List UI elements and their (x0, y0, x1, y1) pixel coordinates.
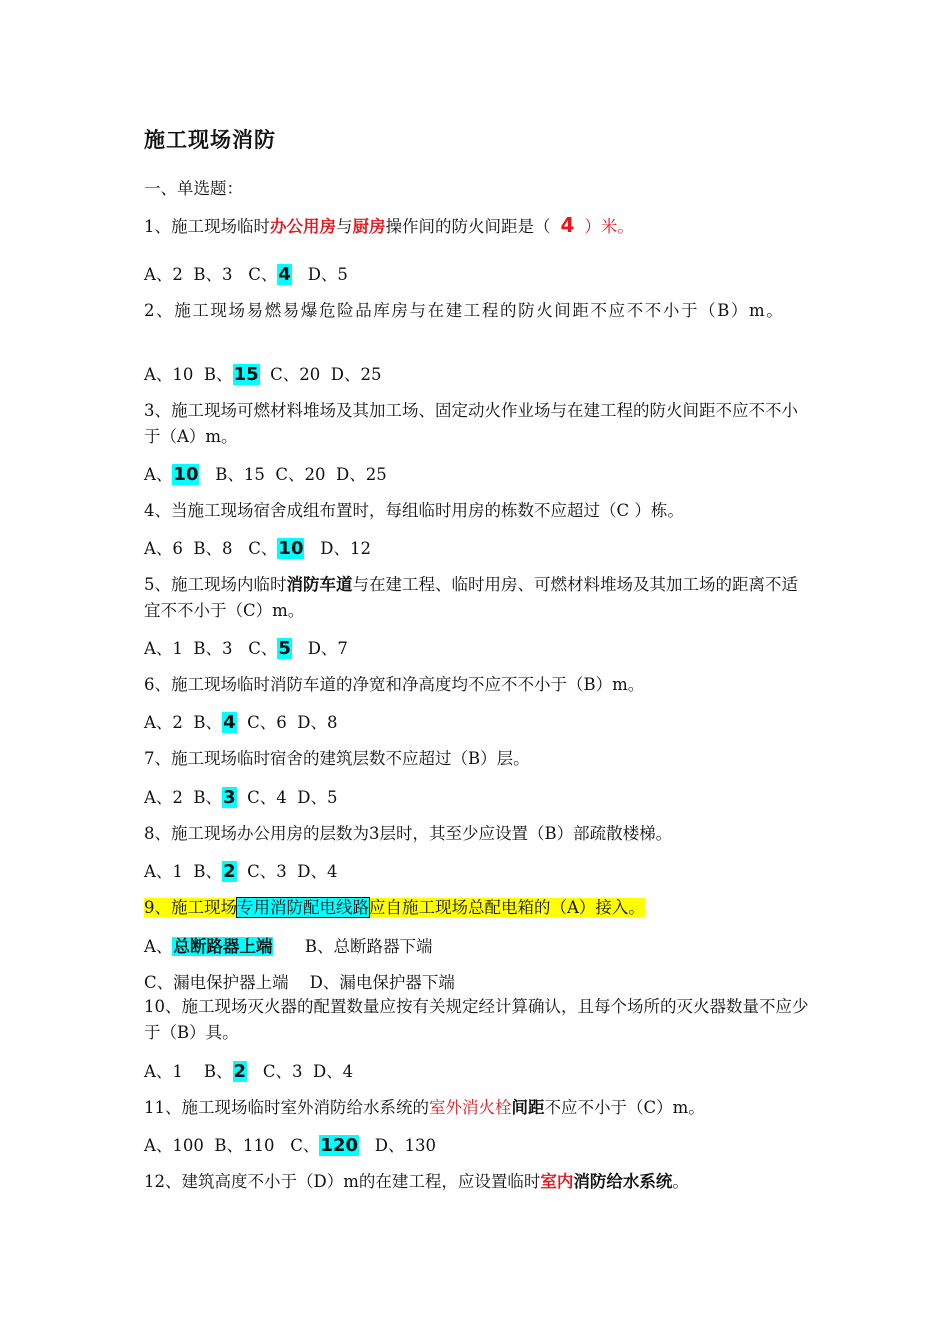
option: D、4 (297, 862, 338, 881)
option: D、7 (307, 639, 348, 658)
answer-highlight: 2 (233, 1061, 247, 1082)
answer-highlight: 2 (223, 861, 236, 882)
answer-highlight: 3 (223, 787, 236, 808)
option: A、 (144, 465, 173, 484)
option: B、总断路器下端 (304, 937, 433, 956)
option: C、 (248, 639, 278, 658)
document-title: 施工现场消防 (144, 128, 276, 152)
option: B、15 (215, 465, 265, 484)
option: C、6 (247, 713, 287, 732)
q1-answer: 4 (560, 213, 575, 237)
option: C、 (248, 265, 278, 284)
answer-highlight: 4 (278, 264, 291, 285)
q1-end: ）米。 (584, 217, 634, 236)
answer-highlight: 10 (278, 538, 304, 559)
option: B、8 (193, 539, 233, 558)
q4-options (144, 536, 809, 562)
q11-options (144, 1133, 809, 1159)
option: A、2 (144, 265, 183, 284)
section-heading: 一、单选题： (144, 179, 243, 198)
option: D、5 (307, 265, 348, 284)
answer-highlight: 总断路器上端 (173, 937, 273, 956)
q11-prefix: 11、施工现场临时室外消防给水系统的 (144, 1098, 429, 1117)
option: A、10 (144, 365, 194, 384)
q9-options-cd (144, 970, 809, 996)
option: B、 (203, 1062, 233, 1081)
option: B、3 (193, 639, 233, 658)
option: A、6 (144, 539, 183, 558)
question-11 (144, 1095, 809, 1121)
question-1 (144, 212, 809, 240)
option: D、25 (335, 465, 387, 484)
option: B、 (193, 713, 223, 732)
answer-highlight: 15 (233, 364, 259, 385)
option: A、2 (144, 713, 183, 732)
option: A、100 (144, 1136, 204, 1155)
option: C、3 (247, 862, 287, 881)
option: B、 (193, 788, 223, 807)
q9-suffix: 应自施工现场总配电箱的（A）接入。 (369, 898, 645, 917)
q1-red1: 办公用房 (270, 217, 336, 236)
q12-red: 室内 (540, 1172, 574, 1191)
question-9 (144, 895, 809, 921)
answer-highlight: 120 (320, 1135, 358, 1156)
question-12 (144, 1169, 809, 1195)
option: C、 (248, 539, 278, 558)
option: C、20 (275, 465, 326, 484)
q1-prefix: 1、施工现场临时 (144, 217, 270, 236)
option: D、4 (312, 1062, 354, 1081)
option: C、 (290, 1136, 320, 1155)
question-8: 8、施工现场办公用房的层数为3层时，其至少应设置（B）部疏散楼梯。 (144, 824, 673, 843)
q9-boxed-term: 专用消防配电线路 (237, 898, 369, 917)
option: B、3 (193, 265, 233, 284)
question-3: 3、施工现场可燃材料堆场及其加工场、固定动火作业场与在建工程的防火间距不应不不小于（A）m。 (144, 401, 798, 446)
option: D、8 (297, 713, 338, 732)
question-7: 7、施工现场临时宿舍的建筑层数不应超过（B）层。 (144, 749, 530, 768)
option: C、4 (247, 788, 287, 807)
option: D、130 (374, 1136, 436, 1155)
answer-highlight: 5 (278, 638, 291, 659)
option: D、漏电保护器下端 (309, 973, 455, 992)
option: C、3 (262, 1062, 303, 1081)
q11-suffix: 不应不小于（C）m。 (544, 1098, 705, 1117)
q9-highlighted-text (144, 898, 645, 917)
q8-options (144, 859, 809, 885)
option: C、20 (270, 365, 321, 384)
option: D、5 (297, 788, 338, 807)
question-2: 2、施工现场易燃易爆危险品库房与在建工程的防火间距不应不不小于（B）m。 (144, 301, 785, 320)
q1-suffix: 操作间的防火间距是（ (385, 217, 551, 236)
q9-options-ab (144, 934, 809, 960)
q5-suffix: 与在建工程、临时用房、可燃材料堆场及其加工场的距离不适宜不不小于（C）m。 (144, 575, 798, 620)
option: B、110 (214, 1136, 275, 1155)
option: A、1 (144, 862, 183, 881)
q10-options (144, 1059, 809, 1085)
q1-options (144, 262, 809, 288)
q9-prefix: 9、施工现场 (144, 898, 237, 917)
q6-options (144, 710, 809, 736)
option: D、25 (330, 365, 382, 384)
answer-highlight: 4 (223, 712, 236, 733)
option: B、 (203, 365, 233, 384)
question-10: 10、施工现场灭火器的配置数量应按有关规定经计算确认，且每个场所的灭火器数量不应少于（B）具。 (144, 997, 809, 1042)
option: A、1 (144, 1062, 183, 1081)
q5-options (144, 636, 809, 662)
q11-red: 室外消火栓 (429, 1098, 512, 1117)
option: B、 (193, 862, 223, 881)
option: D、12 (320, 539, 371, 558)
option: A、 (144, 937, 173, 956)
q5-bold: 消防车道 (286, 575, 353, 594)
option: A、1 (144, 639, 183, 658)
q12-prefix: 12、建筑高度不小于（D）m的在建工程，应设置临时 (144, 1172, 541, 1191)
question-5 (144, 572, 809, 624)
q11-bold: 间距 (511, 1098, 545, 1117)
question-4: 4、当施工现场宿舍成组布置时，每组临时用房的栋数不应超过（C ）栋。 (144, 501, 684, 520)
q12-suffix: 。 (672, 1172, 689, 1191)
q1-red2: 厨房 (352, 217, 386, 236)
question-6: 6、施工现场临时消防车道的净宽和净高度均不应不不小于（B）m。 (144, 675, 645, 694)
q2-options (144, 362, 809, 388)
q7-options (144, 785, 809, 811)
option: C、漏电保护器上端 (144, 973, 289, 992)
option: A、2 (144, 788, 183, 807)
answer-highlight: 10 (173, 464, 199, 485)
q3-options (144, 462, 809, 488)
q12-bold: 消防给水系统 (573, 1172, 673, 1191)
q1-mid: 与 (336, 217, 353, 236)
q5-prefix: 5、施工现场内临时 (144, 575, 287, 594)
